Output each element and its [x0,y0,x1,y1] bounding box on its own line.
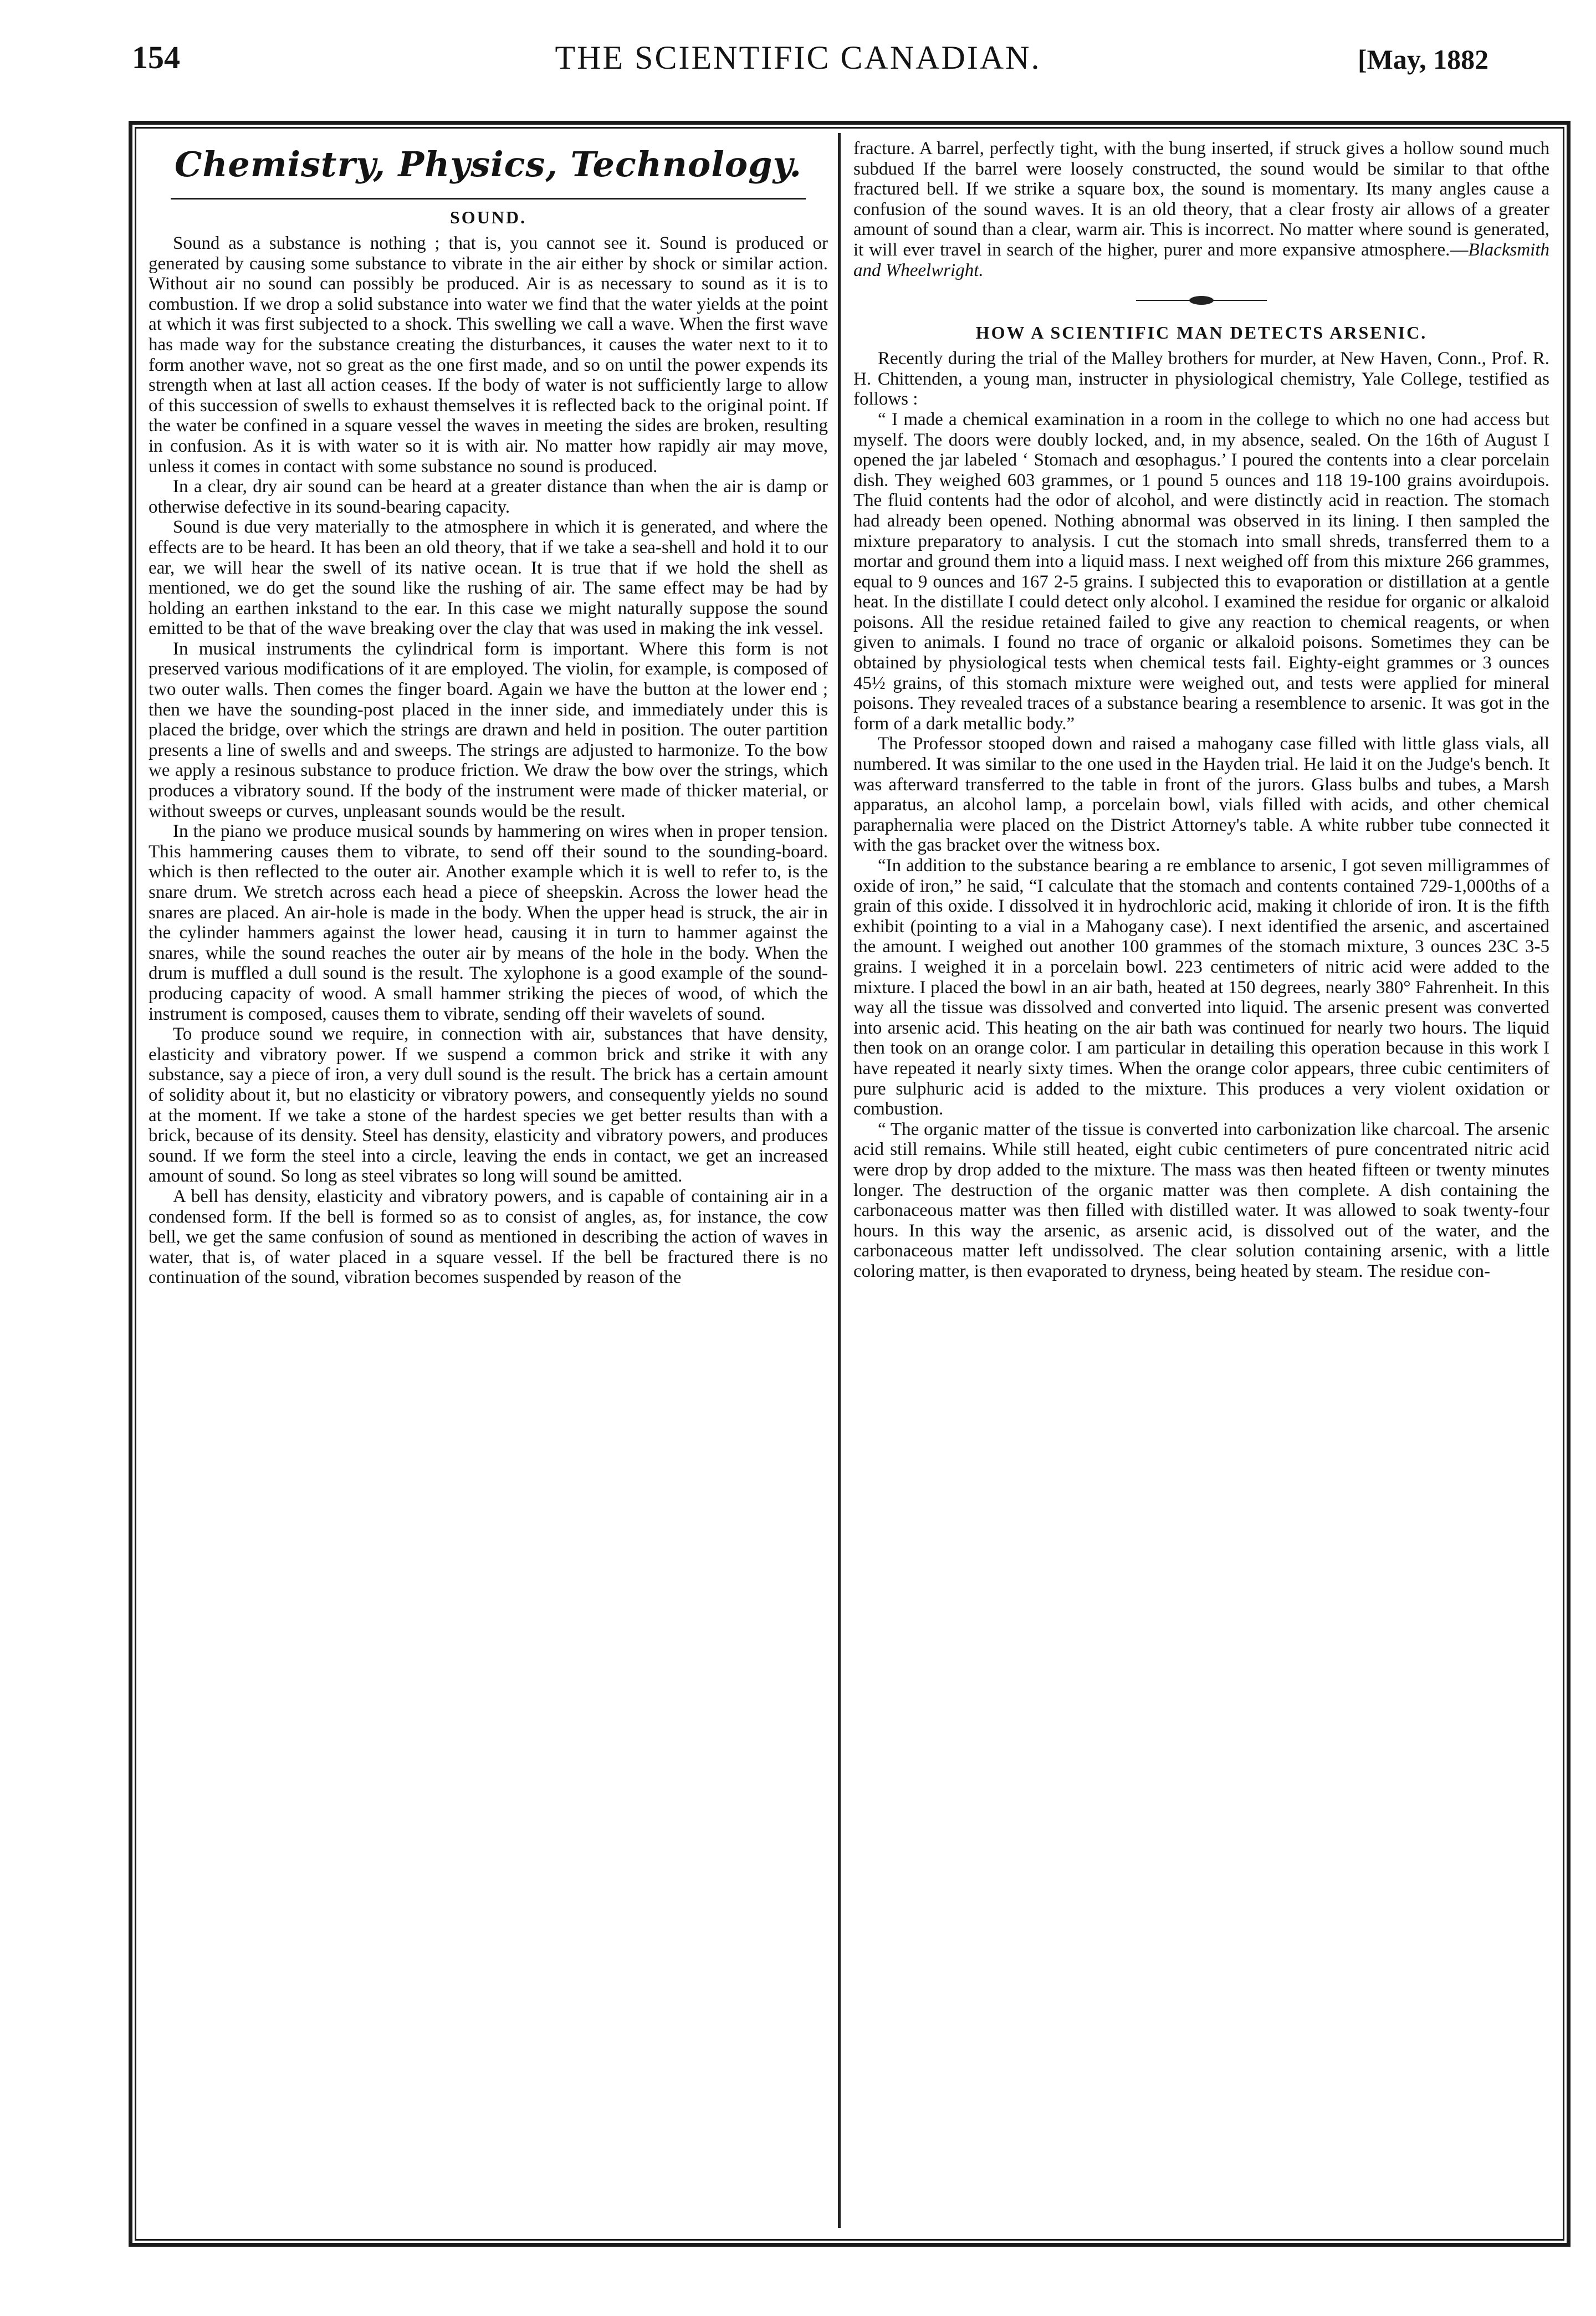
article-body-arsenic [853,349,1549,1281]
paragraph: Sound is due very materially to the atmosphere in which it is generated, and where the effects are to be heard. It has been an old theory, that if we take a sea-shell and hold it to our ear, we will hear the swell of its native ocean. It is true that if we hold the shell as mentioned, we do get the sound like the rushing of air. The same effect may be had by holding an earthen inkstand to the ear. In this case we might naturally suppose the sound emitted to be that of the wave breaking over the clay that was used in making the ink vessel. [149,517,828,639]
article-divider [853,297,1549,304]
article-body-sound [149,233,828,1288]
paragraph: “ I made a chemical examination in a room in the college to which no one had access but myself. The doors were doubly locked, and, in my absence, sealed. On the 16th of August I opened the jar labeled ‘ Stomach and œsophagus.’ I poured the contents into a clear porcelain dish. They weighed 603 grammes, or 1 pound 5 ounces and 118 19-100 grains avoirdupois. The fluid contents had the odor of alcohol, and were distinctly acid in reaction. The stomach had already been opened. Nothing abnormal was observed in its lining. I then sampled the mixture preparatory to analysis. I cut the stomach into small shreds, transferred them to a mortar and ground them into a liquid mass. I next weighed off from this mixture 266 grammes, equal to 9 ounces and 167 2-5 grains. I subjected this to evaporation or distillation at a gentle heat. In the distillate I could detect only alcohol. I examined the residue for organic or alkaloid poisons. All the residue retained failed to give any reaction to chemical reagents, or when given to animals. I found no trace of organic or alkaloid poisons. Sometimes they can be obtained by physiological tests when chemical tests fail. Eighty-eight grammes or 3 ounces 45½ grains, of this stomach mixture were weighed out, and tests were applied for mineral poisons. They revealed traces of a substance bearing a resemblence to arsenic. It was got in the form of a dark metallic body.” [853,409,1549,734]
paragraph: “ The organic matter of the tissue is converted into carbonization like charcoal. The arsenic acid still remains. While still heated, eight cubic centimeters of pure concentrated nitric acid were drop by drop added to the mixture. The mass was then heated fifteen or twenty minutes longer. The destruction of the organic matter was then complete. A dish containing the carbonaceous matter was then filled with distilled water. It was allowed to soak twenty-four hours. In this way the arsenic, as arsenic acid, is dissolved out of the water, and the carbonaceous matter left undissolved. The clear solution containing arsenic, with a little coloring matter, is then evaporated to dryness, being heated by steam. The residue con- [853,1119,1549,1281]
left-column [149,139,828,2228]
journal-title: THE SCIENTIFIC CANADIAN. [555,39,1041,76]
paragraph: To produce sound we require, in connection with air, substances that have density, elasticity and vibratory power. If we suspend a common brick and strike it with any substance, say a piece of iron, a very dull sound is the result. The brick has a certain amount of solidity about it, but no elasticity or vibratory powers, and consequently yields no sound at the moment. If we take a stone of the hardest species we get better results than with a brick, because of its density. Steel has density, elasticity and vibratory powers, and produces sound. If we form the steel into a circle, leaving the ends in contact, we get an increased amount of sound. So long as steel vibrates so long will sound be amitted. [149,1024,828,1187]
paragraph: Recently during the trial of the Malley brothers for murder, at New Haven, Conn., Prof. R. H. Chittenden, a young man, instructer in physiological chemistry, Yale College, testified as follows : [853,349,1549,410]
right-column [853,139,1549,2228]
running-head [0,0,1596,122]
article-body-sound-continued [853,139,1549,280]
issue-date: [May, 1882 [1358,44,1489,75]
paragraph: In a clear, dry air sound can be heard at a greater distance than when the air is damp or otherwise defective in its sound-bearing capacity. [149,477,828,517]
article-title-sound: SOUND. [449,207,526,227]
article-title-arsenic: HOW A SCIENTIFIC MAN DETECTS ARSENIC. [975,323,1428,343]
divider-ornament-icon [1189,296,1214,305]
paragraph: In the piano we produce musical sounds by hammering on wires when in proper tension. This hammering causes them to vibrate, to send off their sound to the sounding-board. which is then reflected to the outer air. Another example which it is well to refer to, is the snare drum. We stretch across each head a piece of sheepskin. Across the lower head the snares are placed. An air-hole is made in the body. When the upper head is struck, the air in the cylinder hammers against the lower head, causing it in turn to hammer against the snares, while the sound reaches the outer air by means of the hole in the body. When the drum is muffled a dull sound is the result. The xylophone is a good example of the sound-producing capacity of wood. A small hammer striking the pieces of wood, of which the instrument is composed, causes them to vibrate, sending off their wavelets of sound. [149,821,828,1024]
paragraph-continued [853,139,1549,280]
paragraph: The Professor stooped down and raised a mahogany case filled with little glass vials, all numbered. It was similar to the one used in the Hayden trial. He laid it on the Judge's bench. It was afterward transferred to the table in front of the jurors. Glass bulbs and tubes, a Marsh apparatus, an alcohol lamp, a porcelain bowl, vials filled with acids, and other chemical paraphernalia were placed on the District Attorney's table. A white rubber tube connected it with the gas bracket over the witness box. [853,734,1549,856]
column-rule [838,133,841,2228]
heading-rule [171,198,806,200]
paragraph: A bell has density, elasticity and vibratory powers, and is capable of containing air in a condensed form. If the bell is formed so as to consist of angles, as, for instance, the cow bell, we get the same confusion of sound as mentioned in describing the action of waves in water, that is, of water placed in a square vessel. If the bell be fractured there is no continuation of the sound, vibration becomes suspended by reason of the [149,1186,828,1288]
paragraph: In musical instruments the cylindrical form is important. Where this form is not preserved various modifications of it are employed. The violin, for example, is composed of two outer walls. Then comes the finger board. Again we have the button at the lower end ; then we have the sounding-post placed in the inner side, and immediately under this is placed the bridge, over which the strings are drawn and held in position. The outer partition presents a line of swells and and sweeps. The strings are adjusted to harmonize. To the bow we apply a resinous substance to produce friction. We draw the bow over the strings, which produces a vibratory sound. If the body of the instrument were made of thicker material, or without sweeps or curves, unpleasant sounds would be the result. [149,638,828,821]
paragraph: “In addition to the substance bearing a re emblance to arsenic, I got seven milligrammes of oxide of iron,” he said, “I calculate that the stomach and contents contained 729-1,000ths of a grain of this oxide. I dissolved it in hydrochloric acid, making it chloride of iron. It is the fifth exhibit (pointing to a vial in a Mahogany case). I next identified the arsenic, and ascertained the amount. I weighed out another 100 grammes of the stomach mixture, 3 ounces 23C 3-5 grains. I weighed it in a porcelain bowl. 223 centimeters of nitric acid were added to the mixture. I placed the bowl in an air bath, heated at 150 degrees, nearly 380° Fahrenheit. In this way all the tissue was dissolved and converted into liquid. The arsenic present was converted into arsenic acid. This heating on the air bath was continued for nearly two hours. The liquid then took on an orange color. I am particular in detailing this operation because in this work I have repeated it nearly sixty times. When the orange color appears, three cubic centimiters of pure sulphuric acid is added to the mixture. This produces a very violent oxidation or combustion. [853,856,1549,1119]
paragraph: Sound as a substance is nothing ; that is, you cannot see it. Sound is produced or generated by causing some substance to vibrate in the air either by shock or similar action. Without air no sound can possibly be produced. Air is as necessary to sound as it is to combustion. If we drop a solid substance into water we find that the water yields at the point at which it was first subjected to a shock. This swelling we call a wave. When the first wave has made way for the substance creating the disturbances, it causes the water next to it to form another wave, not so great as the one first made, and so on until the power expends its strength when at last all action ceases. If the body of water is not sufficiently large to allow of this succession of swells to exhaust themselves it is reflected back to the original point. If the water be confined in a square vessel the waves in meeting the sides are broken, resulting in confusion. As it is with water so it is with air. No matter how rapidly air may move, unless it comes in contact with some substance no sound is produced. [149,233,828,477]
section-heading: Chemistry, Physics, Technology. [175,144,802,185]
page-number: 154 [132,39,180,75]
continuation-text: fracture. A barrel, perfectly tight, with the bung inserted, if struck gives a hollow sound much subdued If the barrel were loosely constructed, the sound would be similar to that ofthe fractured bell. If we strike a square box, the sound is momentary. Its many angles cause a confusion of the sound waves. It is an old theory, that a clear frosty air allows of a greater amount of sound than a clear, warm air. This is incorrect. No matter where sound is generated, it will ever travel in search of the higher, purer and more expansive atmosphere.— [853,139,1549,260]
source-attribution: Blacksmith and Wheelwright. [853,239,1549,280]
